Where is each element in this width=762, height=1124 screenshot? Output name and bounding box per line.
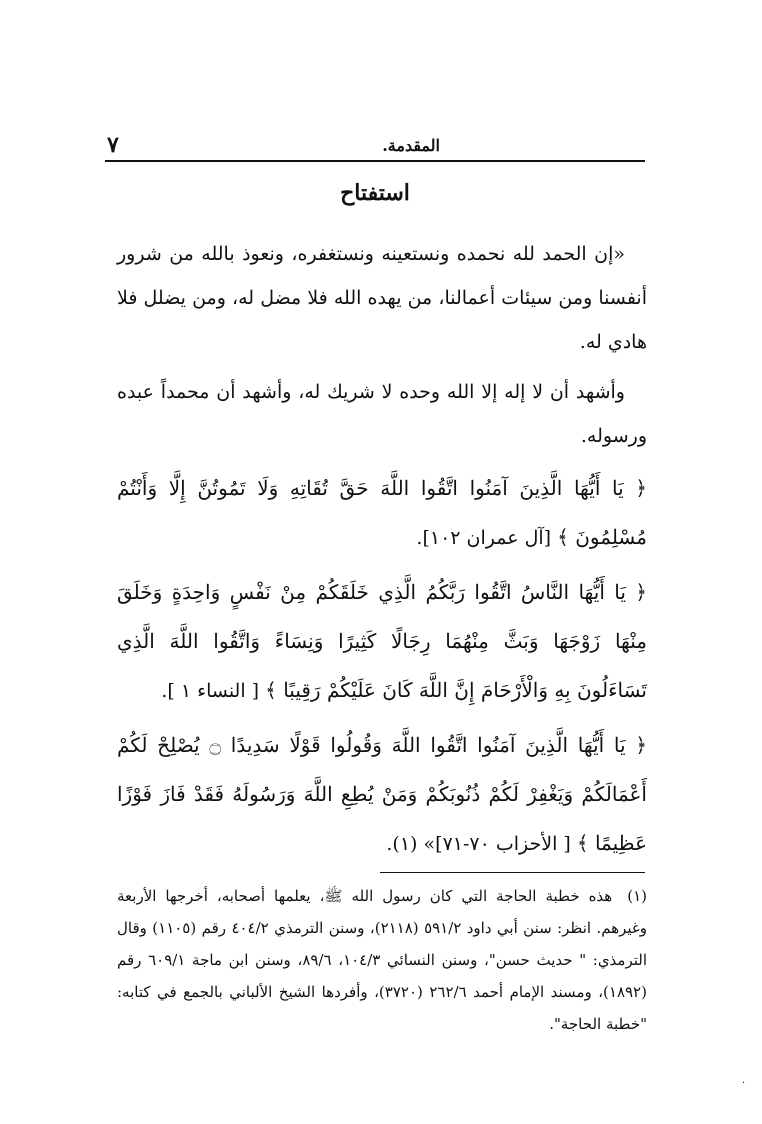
verse-reference-1: [آل عمران ١٠٢]. [416,527,552,549]
page-number: ٧ [107,132,119,158]
quran-verse-1: ﴿ يَا أَيُّهَا الَّذِينَ آمَنُوا اتَّقُوا اللَّهَ حَقَّ تُقَاتِهِ وَلَا تَمُوتُنَّ إِلَّا وَأَنْتُمْ مُسْلِمُونَ ﴾ [117,476,647,549]
chapter-title: المقدمة. [382,136,440,155]
verse-block-3 [117,721,647,868]
header-rule [105,160,645,162]
verse-reference-2: [ النساء ١ ]. [161,680,260,702]
stray-mark: · [742,1078,746,1089]
verse-block-1 [117,464,647,562]
verse-block-2 [117,568,647,715]
footnote-marker: (١) [627,887,647,905]
footnote-text: هذه خطبة الحاجة التي كان رسول الله ﷺ، يعلمها أصحابه، أخرجها الأربعة وغيرهم. انظر: سنن أبي داود ٥٩١/٢ (٢١١٨)، وسنن الترمذي ٤٠٤/٢ رقم (١١٠٥) وقال الترمذي: " حديث حسن"، وسنن النسائي ١٠٤/٣، ٨٩/٦، وسنن ابن ماجة ٦٠٩/١ رقم (١٨٩٢)، ومسند الإمام أحمد ٢٦٢/٦ (٣٧٢٠)، وأفردها الشيخ الألباني بالجمع في كتابه: "خطبة الحاجة". [117,887,648,1033]
footnote-reference: (١). [386,833,418,855]
footnote [117,880,647,1040]
quran-verse-2: ﴿ يَا أَيُّهَا النَّاسُ اتَّقُوا رَبَّكُمُ الَّذِي خَلَقَكُمْ مِنْ نَفْسٍ وَاحِدَةٍ وَخَلَقَ مِنْهَا زَوْجَهَا وَبَثَّ مِنْهُمَا رِجَالًا كَثِيرًا وَنِسَاءً وَاتَّقُوا اللَّهَ الَّذِي تَسَاءَلُونَ بِهِ وَالْأَرْحَامَ إِنَّ اللَّهَ كَانَ عَلَيْكُمْ رَقِيبًا ﴾ [117,580,647,702]
running-header [105,130,645,164]
main-text [117,232,647,874]
section-heading: استفتاح [340,180,410,206]
testimony-paragraph: وأشهد أن لا إله إلا الله وحده لا شريك له، وأشهد أن محمداً عبده ورسوله. [117,381,647,447]
quran-verse-3: ﴿ يَا أَيُّهَا الَّذِينَ آمَنُوا اتَّقُوا اللَّهَ وَقُولُوا قَوْلًا سَدِيدًا ۝ يُصْلِحْ لَكُمْ أَعْمَالَكُمْ وَيَغْفِرْ لَكُمْ ذُنُوبَكُمْ وَمَنْ يُطِعِ اللَّهَ وَرَسُولَهُ فَقَدْ فَازَ فَوْزًا عَظِيمًا ﴾ [117,733,647,855]
footnote-rule [380,872,645,873]
opening-paragraph: «إن الحمد لله نحمده ونستعينه ونستغفره، ونعوذ بالله من شرور أنفسنا ومن سيئات أعمالنا، من يهده الله فلا مضل له، ومن يضلل فلا هادي له. [117,243,647,353]
verse-reference-3: [ الأحزاب ٧٠-٧١]» [423,833,571,855]
